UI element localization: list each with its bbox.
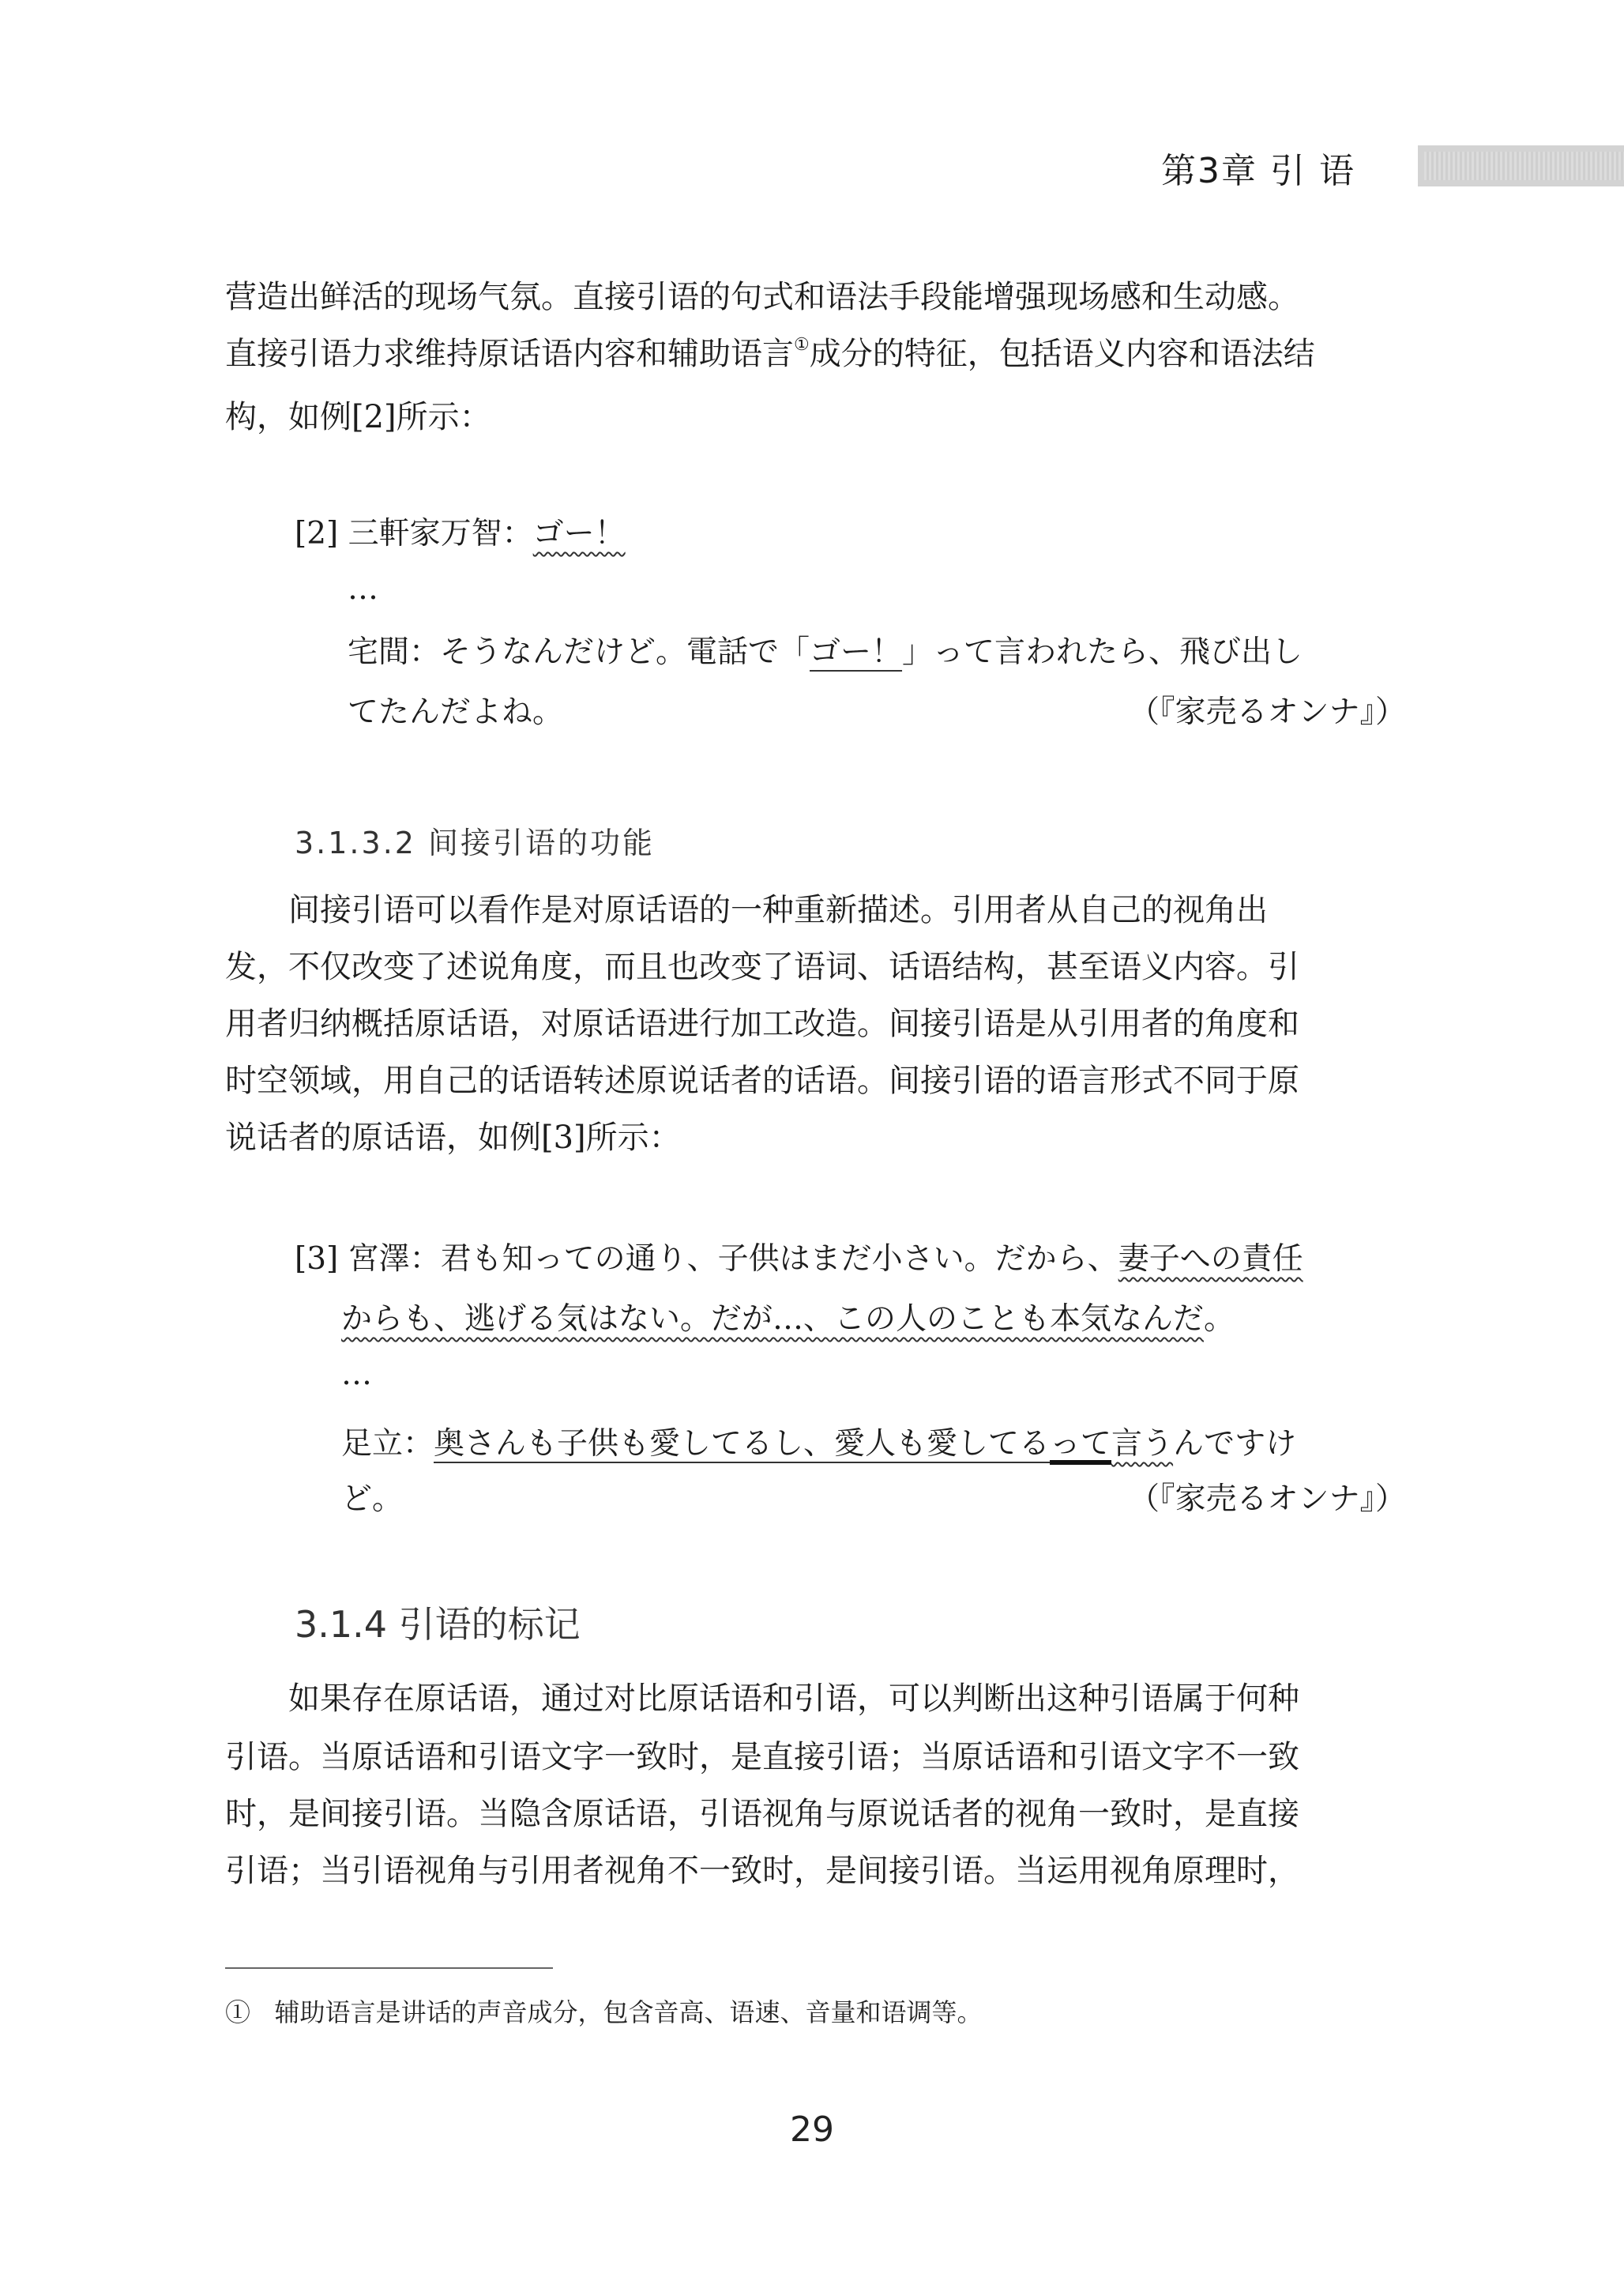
example-2-speaker-2: 宅間：: [348, 634, 441, 670]
footnote-reference-mark: ①: [794, 335, 810, 355]
subsection-332-line-1: 间接引语可以看作是对原话语的一种重新描述。引用者从自己的视角出: [225, 892, 1268, 928]
example-3-line-1: [295, 1237, 1303, 1282]
example-2-number: [2]: [295, 516, 339, 551]
example-2-quote-1: ゴー！: [532, 516, 626, 551]
subsection-332-line-4: 时空领域，用自己的话语转述原说话者的话语。间接引语的语言形式不同于原: [225, 1063, 1299, 1099]
section-314-line-1: 如果存在原话语，通过对比原话语和引语，可以判断出这种引语属于何种: [225, 1680, 1299, 1717]
footnote-separator: [225, 1967, 553, 1969]
example-3-line-4: ど。: [341, 1481, 404, 1517]
footnote-text: 辅助语言是讲话的声音成分，包含音高、语速、音量和语调等。: [274, 1997, 983, 2027]
page-number: 29: [790, 2110, 834, 2150]
subsection-332-line-5: 说话者的原话语，如例[3]所示：: [225, 1120, 681, 1156]
example-3-line-2: [341, 1297, 1235, 1342]
example-3-line-3-marker-tte: って: [1050, 1426, 1112, 1462]
example-3-line-3-end: んですけ: [1173, 1426, 1297, 1462]
example-2-line-2-quote: ゴー！: [810, 634, 903, 670]
header-decorative-bar-texture: [1424, 152, 1624, 180]
section-heading-3-1-4: 3.1.4 引语的标记: [295, 1603, 581, 1646]
example-3-line-3-underlined: 奥さんも子供も愛してるし、愛人も愛してる: [434, 1426, 1051, 1462]
running-header-chapter-title: 第3章 引 语: [1161, 151, 1355, 191]
intro-line-2-text-a: 直接引语力求维持原话语内容和辅助语言: [225, 336, 794, 372]
example-3-line-3-marker-iu: 言う: [1111, 1426, 1174, 1462]
intro-line-2: [225, 332, 1402, 376]
example-2-speaker-1: 三軒家万智：: [348, 516, 533, 551]
example-3-line-2-end: 。: [1204, 1301, 1235, 1337]
example-3-line-2-wavy: からも、逃げる気はない。だが…、この人のことも本気なんだ: [341, 1301, 1205, 1337]
example-2-line-2-after: 」って言われたら、飛び出し: [902, 634, 1303, 670]
example-3-number: [3]: [295, 1241, 339, 1277]
intro-line-2-text-b: 成分的特征，包括语义内容和语法结: [809, 336, 1315, 372]
footnote: [225, 1995, 983, 2030]
example-3-line-1-wavy: 妻子への責任: [1118, 1241, 1303, 1277]
example-2-line-2: [348, 630, 1303, 675]
example-2-line-1: [295, 512, 626, 556]
footnote-mark: ①: [225, 1997, 251, 2027]
example-3-line-1-plain: 君も知っての通り、子供はまだ小さい。だから、: [440, 1241, 1118, 1277]
section-314-line-3: 时，是间接引语。当隐含原话语，引语视角与原说话者的视角一致时，是直接: [225, 1796, 1299, 1832]
example-3-source: （『家売るオンナ』）: [1128, 1481, 1406, 1517]
example-2-line-2-before: そうなんだけど。電話で「: [440, 634, 810, 670]
intro-line-3: 构，如例[2]所示：: [225, 399, 491, 435]
example-3-line-3: [341, 1422, 1296, 1466]
example-3-speaker-1: 宮澤：: [348, 1241, 441, 1277]
subsection-332-line-3: 用者归纳概括原话语，对原话语进行加工改造。间接引语是从引用者的角度和: [225, 1006, 1299, 1042]
subsection-332-line-2: 发，不仅改变了述说角度，而且也改变了语词、话语结构，甚至语义内容。引: [225, 949, 1299, 985]
example-2-ellipsis: …: [348, 571, 378, 607]
section-314-line-2: 引语。当原话语和引语文字一致时，是直接引语；当原话语和引语文字不一致: [225, 1739, 1299, 1775]
intro-line-1: 营造出鲜活的现场气氛。直接引语的句式和语法手段能增强现场感和生动感。: [225, 279, 1299, 315]
example-3-speaker-2: 足立：: [341, 1426, 434, 1462]
example-3-ellipsis: …: [341, 1357, 372, 1392]
section-314-line-4: 引语；当引语视角与引用者视角不一致时，是间接引语。当运用视角原理时，: [225, 1853, 1299, 1889]
example-2-source: （『家売るオンナ』）: [1128, 694, 1406, 730]
example-2-line-3: てたんだよね。: [348, 694, 564, 730]
subsection-heading-3-1-3-2: 3.1.3.2 间接引语的功能: [295, 826, 656, 860]
